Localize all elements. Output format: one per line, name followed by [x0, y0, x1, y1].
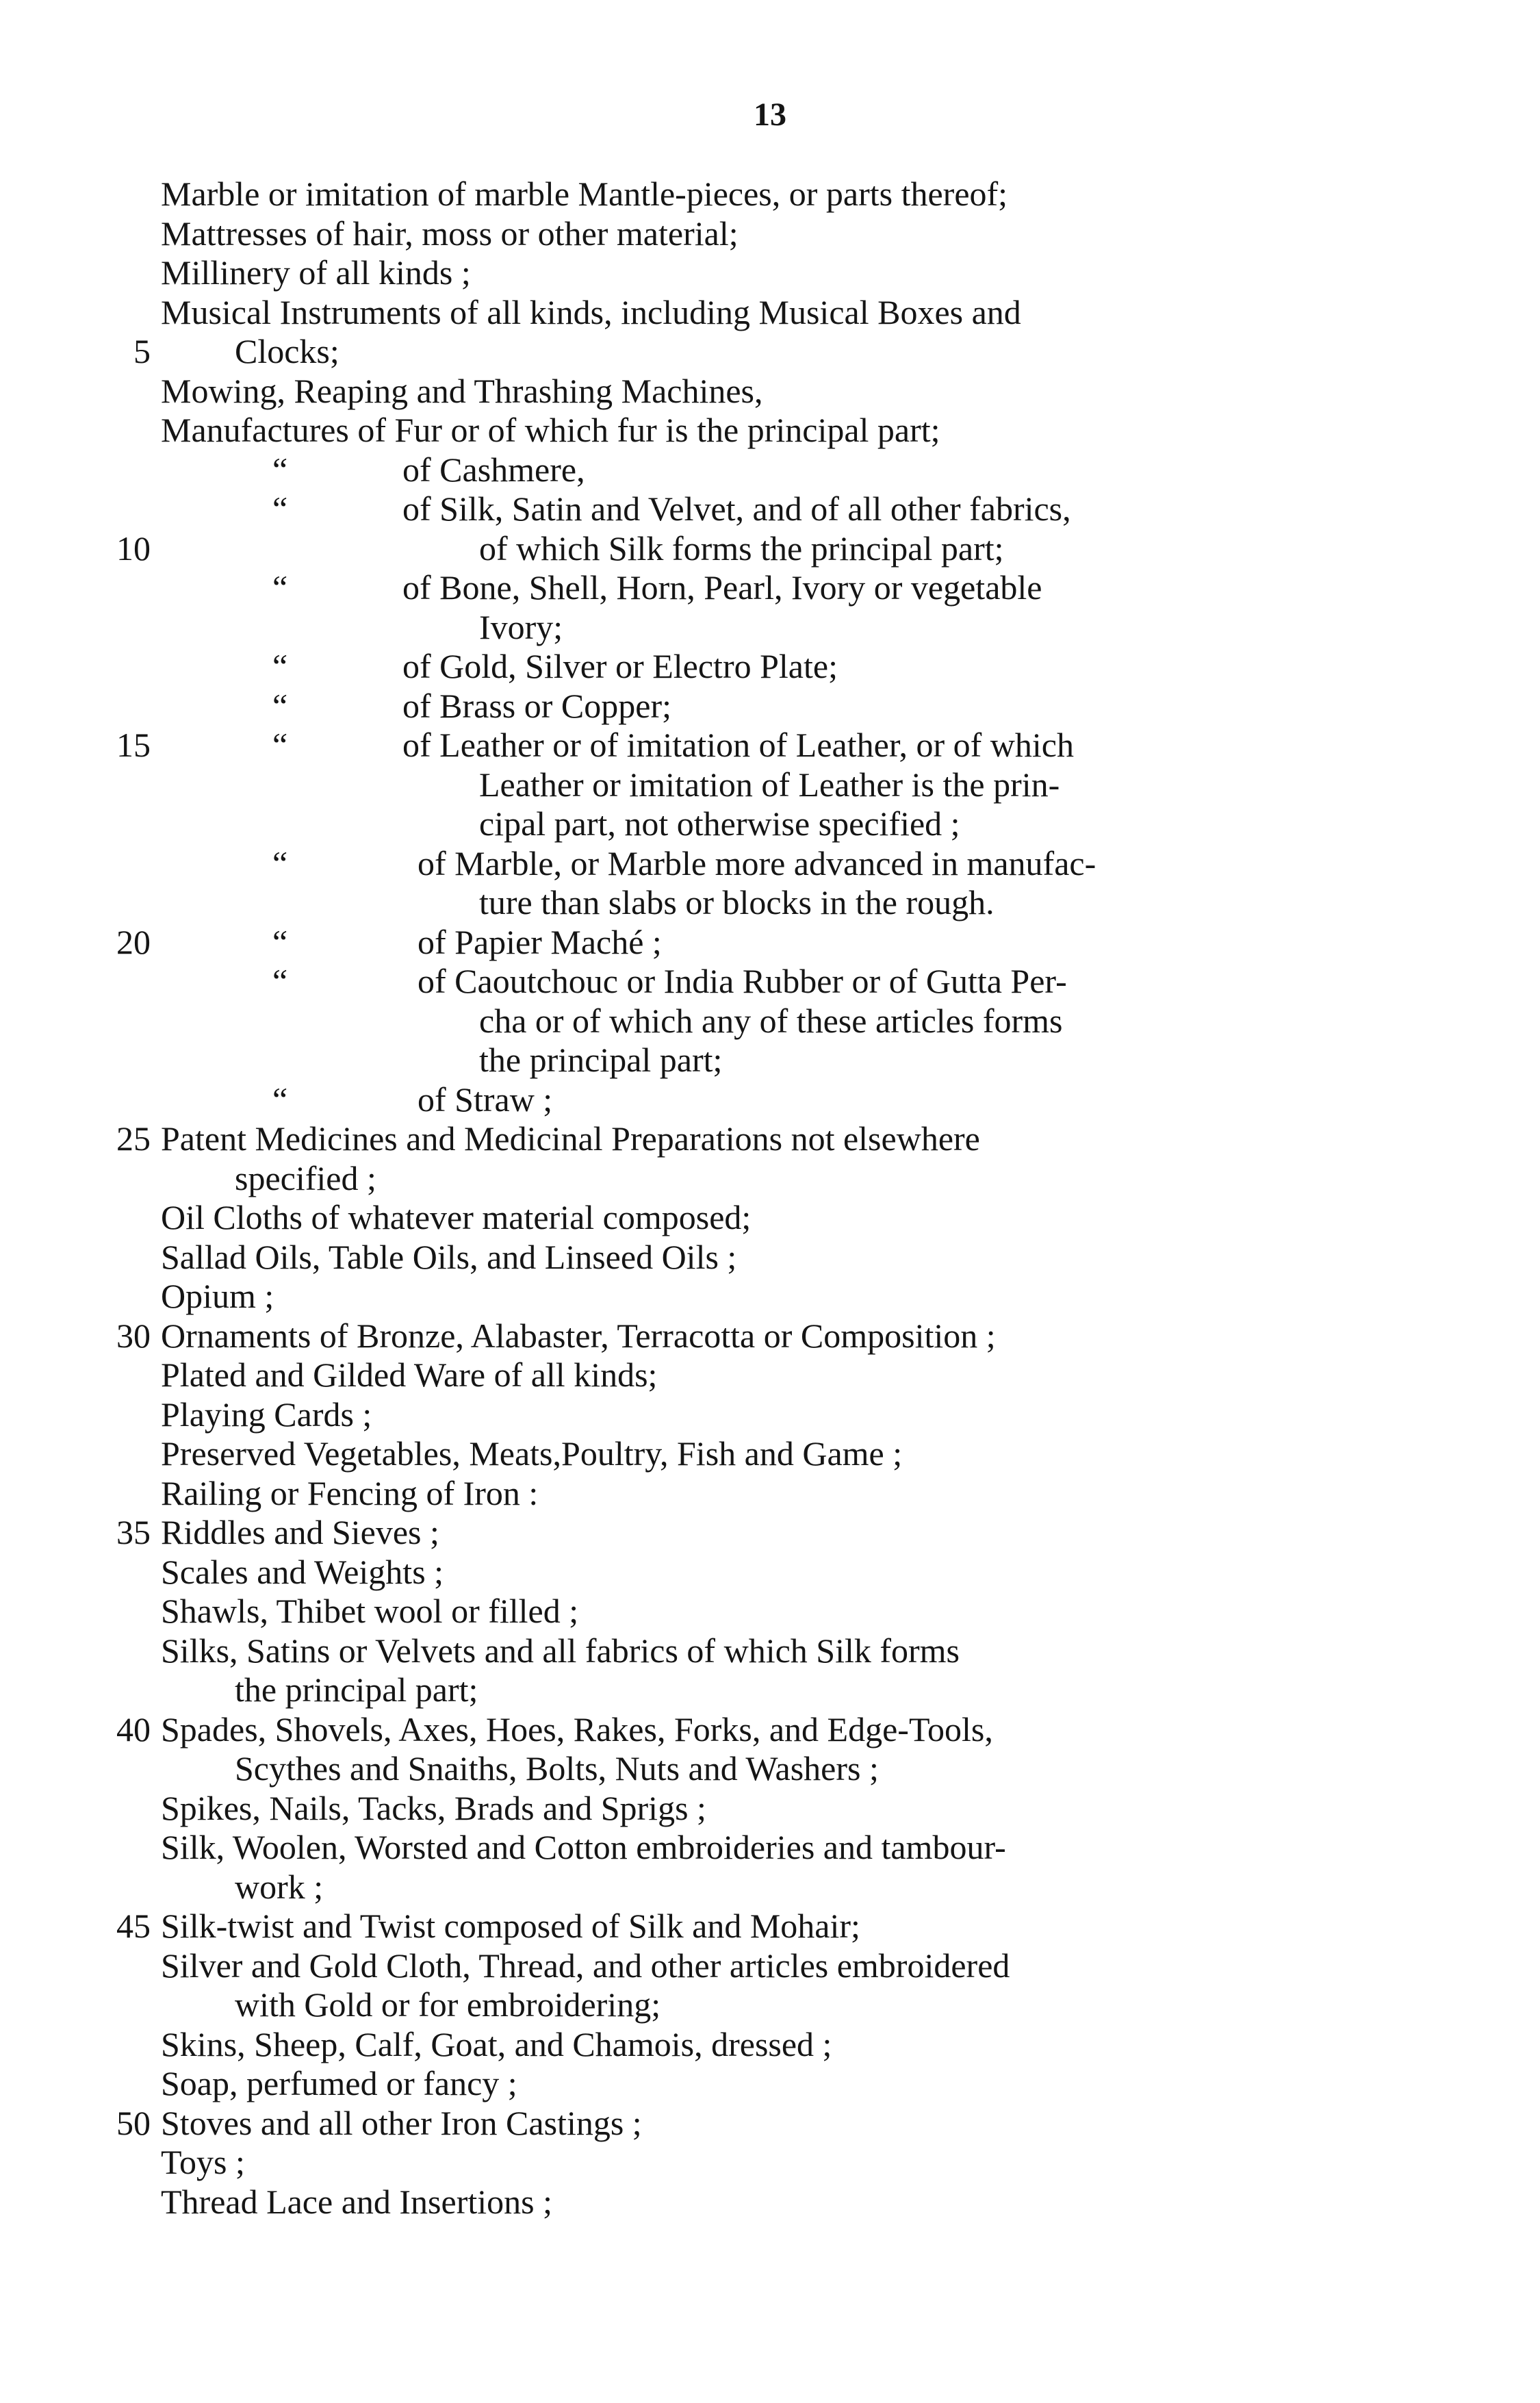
text-line: [0, 1710, 1540, 1750]
text-line: [0, 1317, 1540, 1356]
line-number: 20: [116, 922, 151, 961]
line-text: Scythes and Snaiths, Bolts, Nuts and Washers ;: [235, 1749, 879, 1788]
text-line: [0, 1789, 1540, 1829]
text-line: [0, 765, 1540, 805]
line-text: of Straw ;: [418, 1080, 553, 1119]
line-text: Silver and Gold Cloth, Thread, and other articles embroidered: [161, 1946, 1010, 1985]
text-line: [0, 1080, 1540, 1120]
text-line: [0, 1474, 1540, 1514]
text-line: [0, 1434, 1540, 1474]
line-number: 15: [116, 726, 151, 764]
line-text: Silks, Satins or Velvets and all fabrics of which Silk forms: [161, 1631, 960, 1670]
line-text: the principal part;: [479, 1041, 723, 1079]
line-text: of Marble, or Marble more advanced in manufac-: [418, 843, 1096, 882]
text-line: [0, 529, 1540, 569]
text-line: [0, 332, 1540, 372]
line-text: Thread Lace and Insertions ;: [161, 2182, 552, 2221]
text-line: [0, 1198, 1540, 1238]
line-text: of Caoutchouc or India Rubber or of Gutta Per-: [418, 962, 1067, 1000]
page-number: 13: [754, 97, 786, 133]
ditto-mark: “: [272, 1080, 288, 1119]
ditto-mark: “: [272, 962, 288, 1000]
text-line: [0, 175, 1540, 214]
text-line: [0, 1907, 1540, 1946]
line-number: 30: [116, 1316, 151, 1355]
line-text: Silk, Woolen, Worsted and Cotton embroideries and tambour-: [161, 1828, 1006, 1866]
line-number: 45: [116, 1907, 151, 1945]
text-line: [0, 1356, 1540, 1395]
line-text: Oil Cloths of whatever material composed;: [161, 1198, 752, 1236]
ditto-mark: “: [272, 490, 288, 528]
line-text: Plated and Gilded Ware of all kinds;: [161, 1356, 658, 1394]
line-text: Manufactures of Fur or of which fur is the principal part;: [161, 411, 940, 449]
line-text: Shawls, Thibet wool or filled ;: [161, 1592, 579, 1630]
ditto-mark: “: [272, 843, 288, 882]
text-line: [0, 1946, 1540, 1986]
text-line: [0, 883, 1540, 923]
line-text: of which Silk forms the principal part;: [479, 529, 1004, 568]
line-text: Musical Instruments of all kinds, including Musical Boxes and: [161, 292, 1021, 331]
line-text: Stoves and all other Iron Castings ;: [161, 2103, 642, 2142]
text-line: [0, 1985, 1540, 2025]
text-line: [0, 2064, 1540, 2104]
text-line: [0, 844, 1540, 884]
line-text: Mattresses of hair, moss or other material;: [161, 214, 739, 253]
line-text: Spikes, Nails, Tacks, Brads and Sprigs ;: [161, 1788, 706, 1827]
line-text: of Silk, Satin and Velvet, and of all other fabrics,: [402, 490, 1071, 528]
text-line: [0, 214, 1540, 254]
line-text: of Leather or of imitation of Leather, or of which: [402, 726, 1074, 764]
line-text: of Gold, Silver or Electro Plate;: [402, 647, 838, 685]
line-text: Mowing, Reaping and Thrashing Machines,: [161, 371, 763, 410]
text-line: [0, 2025, 1540, 2065]
ditto-mark: “: [272, 922, 288, 961]
line-text: of Cashmere,: [402, 450, 585, 489]
ditto-mark: “: [272, 647, 288, 685]
line-text: Scales and Weights ;: [161, 1552, 444, 1591]
line-text: Spades, Shovels, Axes, Hoes, Rakes, Forks, and Edge-Tools,: [161, 1709, 993, 1749]
text-line: [0, 726, 1540, 765]
text-line: [0, 608, 1540, 648]
text-line: [0, 450, 1540, 490]
text-line: [0, 1592, 1540, 1631]
text-line: [0, 687, 1540, 726]
line-text: Sallad Oils, Table Oils, and Linseed Oils ;: [161, 1237, 737, 1276]
line-text: Ivory;: [479, 607, 563, 646]
line-number: 35: [116, 1513, 151, 1551]
line-text: Millinery of all kinds ;: [161, 253, 471, 292]
text-line: [0, 293, 1540, 333]
line-text: the principal part;: [235, 1670, 478, 1709]
text-line: [0, 1513, 1540, 1553]
line-text: Leather or imitation of Leather is the prin-: [479, 765, 1060, 804]
line-text: Playing Cards ;: [161, 1395, 372, 1434]
line-text: of Bone, Shell, Horn, Pearl, Ivory or vegetable: [402, 568, 1042, 607]
text-line: [0, 1553, 1540, 1592]
text-line: [0, 1159, 1540, 1199]
text-line: [0, 490, 1540, 529]
text-line: [0, 2104, 1540, 2144]
text-line: [0, 1041, 1540, 1080]
text-line: [0, 1277, 1540, 1317]
line-number: 25: [116, 1119, 151, 1158]
text-line: [0, 568, 1540, 608]
ditto-mark: “: [272, 726, 288, 764]
text-line: [0, 1395, 1540, 1435]
line-text: Riddles and Sieves ;: [161, 1513, 439, 1551]
line-text: of Papier Maché ;: [418, 922, 662, 961]
text-line: [0, 804, 1540, 844]
line-text: Ornaments of Bronze, Alabaster, Terracotta or Composition ;: [161, 1316, 996, 1355]
line-number: 10: [116, 529, 151, 568]
line-text: cipal part, not otherwise specified ;: [479, 804, 960, 843]
text-line: [0, 1670, 1540, 1710]
ditto-mark: “: [272, 686, 288, 725]
text-line: [0, 372, 1540, 411]
line-text: Railing or Fencing of Iron :: [161, 1473, 539, 1512]
line-number: 40: [116, 1709, 151, 1749]
text-line: [0, 923, 1540, 963]
text-line: [0, 1868, 1540, 1907]
line-number: 50: [116, 2103, 151, 2142]
line-text: Toys ;: [161, 2143, 245, 2181]
line-text: Silk-twist and Twist composed of Silk and Mohair;: [161, 1907, 860, 1945]
text-line: [0, 2143, 1540, 2183]
text-line: [0, 253, 1540, 293]
line-text: Soap, perfumed or fancy ;: [161, 2064, 517, 2102]
line-text: Preserved Vegetables, Meats,Poultry, Fish and Game ;: [161, 1434, 903, 1473]
line-text: specified ;: [235, 1158, 376, 1197]
line-text: of Brass or Copper;: [402, 686, 671, 725]
line-text: work ;: [235, 1867, 324, 1906]
line-text: Clocks;: [235, 332, 339, 370]
line-number: 5: [133, 332, 151, 370]
text-line: [0, 411, 1540, 450]
text-line: [0, 1002, 1540, 1041]
line-text: cha or of which any of these articles forms: [479, 1001, 1063, 1040]
line-text: ture than slabs or blocks in the rough.: [479, 883, 994, 921]
text-line: [0, 1119, 1540, 1159]
line-text: Patent Medicines and Medicinal Preparations not elsewhere: [161, 1119, 980, 1158]
line-text: Skins, Sheep, Calf, Goat, and Chamois, dressed ;: [161, 2024, 832, 2063]
text-line: [0, 1631, 1540, 1671]
ditto-mark: “: [272, 450, 288, 489]
text-body: [0, 175, 1540, 2222]
line-text: with Gold or for embroidering;: [235, 1985, 661, 2024]
text-line: [0, 2183, 1540, 2222]
text-line: [0, 647, 1540, 687]
text-line: [0, 1828, 1540, 1868]
text-line: [0, 1238, 1540, 1277]
ditto-mark: “: [272, 568, 288, 607]
line-text: Marble or imitation of marble Mantle-pieces, or parts thereof;: [161, 175, 1008, 213]
line-text: Opium ;: [161, 1277, 274, 1315]
text-line: [0, 962, 1540, 1002]
text-line: [0, 1749, 1540, 1789]
